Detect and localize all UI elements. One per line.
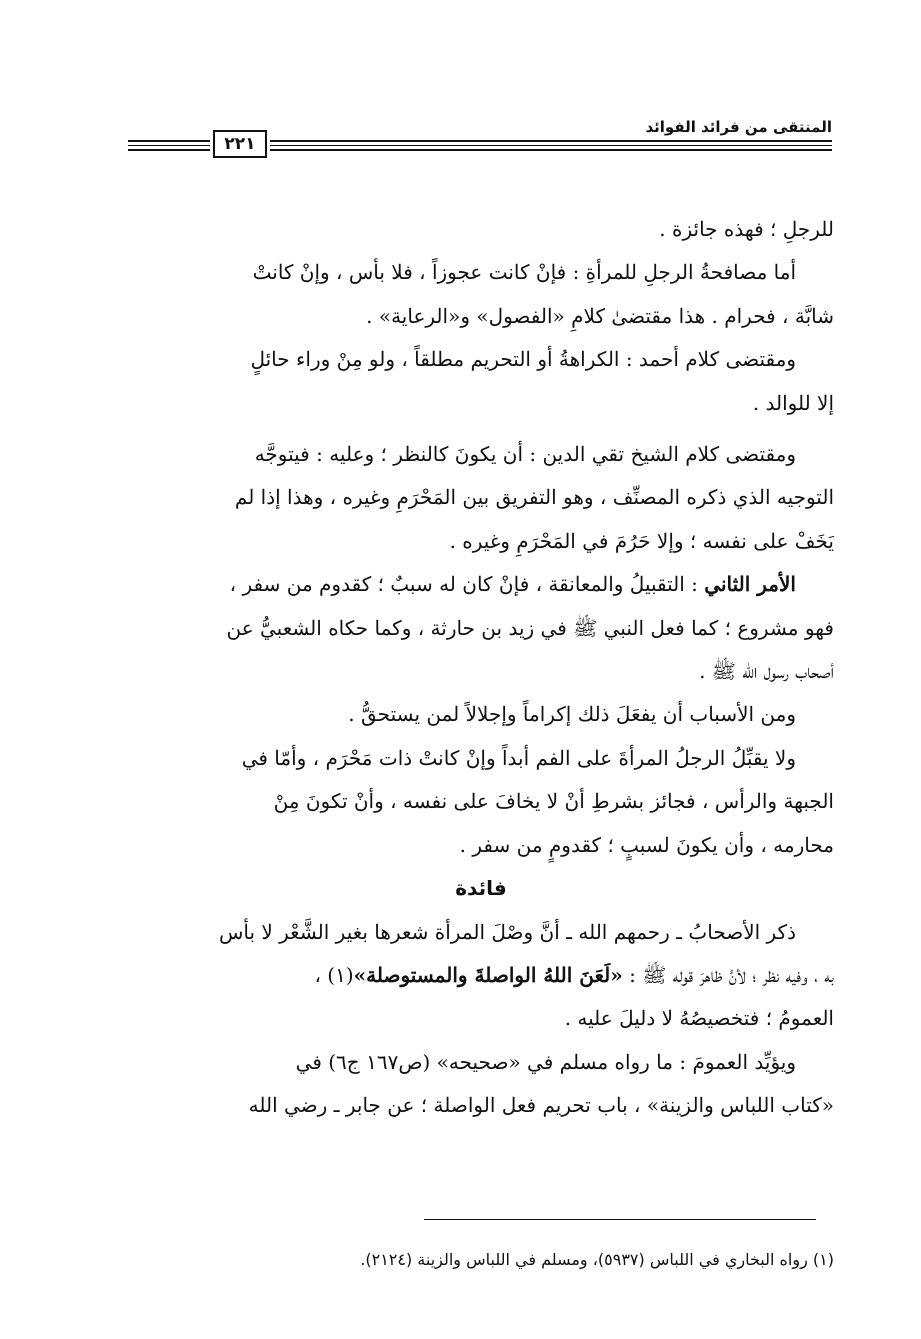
running-title: المنتقى من فرائد الفوائد xyxy=(645,118,832,136)
text-line: ومقتضى كلام الشيخ تقي الدين : أن يكونَ كالنظر ؛ وعليه : فيتوجَّه xyxy=(254,442,796,467)
page-number: ٢٢١ xyxy=(213,130,267,158)
text-line: ولا يقبِّلُ الرجلُ المرأةَ على الفم أبداً وإنْ كانتْ ذات مَحْرَم ، وأمّا في xyxy=(241,745,796,770)
text-line: أما مصافحةُ الرجلِ للمرأةِ : فإنْ كانت عجوزاً ، فلا بأس ، وإنْ كانتْ xyxy=(252,260,796,285)
footnote: (١) رواه البخاري في اللباس (٥٩٣٧)، ومسلم في اللباس والزينة (٢١٢٤). xyxy=(360,1250,834,1269)
text-span: : التقبيلُ والمعانقة ، فإنْ كان له سببٌ ؛ كقدوم من سفر ، xyxy=(229,572,698,597)
text-line: ذكر الأصحابُ ـ رحمهم الله ـ أنَّ وصْلَ المرأة شعرها بغير الشَّعْر لا بأس xyxy=(218,919,796,944)
text-line: ومن الأسباب أن يفعَلَ ذلك إكراماً وإجلالاً لمن يستحقُّ . xyxy=(348,702,796,727)
text-line: أصحاب رسول الله ﷺ . xyxy=(699,659,834,684)
page-header xyxy=(120,118,832,168)
footnote-ref: (١) ، xyxy=(314,962,354,987)
text-line: ومقتضى كلام أحمد : الكراهةُ أو التحريم مطلقاً ، ولو مِنْ وراء حائلٍ xyxy=(250,347,796,372)
text-line: الجبهة والرأس ، فجائز بشرطِ أنْ لا يخافَ على نفسه ، وأنْ تكونَ مِنْ xyxy=(273,789,834,814)
text-line: شابَّة ، فحرام . هذا مقتضىٰ كلامِ «الفصول» و«الرعاية» . xyxy=(366,303,834,328)
text-line: للرجلِ ؛ فهذه جائزة . xyxy=(659,217,834,241)
header-rule-right xyxy=(270,140,832,154)
text-line: إلا للوالد . xyxy=(752,390,834,415)
hadith-quote: «لَعَنَ اللهُ الواصلةَ والمستوصلة» xyxy=(353,962,623,987)
text-line xyxy=(128,563,834,606)
text-line: التوجيه الذي ذكره المصنِّف ، وهو التفريق بين المَحْرَمِ وغيره ، وهذا إذا لم xyxy=(234,485,834,510)
section-label: الأمر الثاني xyxy=(704,572,796,597)
text-line: العمومُ ؛ فتخصيصُهُ لا دليلَ عليه . xyxy=(564,1006,834,1031)
text-line: ويؤيِّد العمومَ : ما رواه مسلم في «صحيحه» (ص١٦٧ ج٦) في xyxy=(295,1049,796,1074)
text-line xyxy=(128,954,834,997)
text-line: فهو مشروع ؛ كما فعل النبي ﷺ في زيد بن حارثة ، وكما حكاه الشعبيُّ عن xyxy=(226,615,834,640)
text-line: محارمه ، وأن يكونَ لسببٍ ؛ كقدومٍ من سفر . xyxy=(459,832,834,857)
section-heading: فائدة xyxy=(455,876,507,901)
footnote-separator xyxy=(424,1219,816,1220)
text-line: «كتاب اللباس والزينة» ، باب تحريم فعل الواصلة ؛ عن جابر ـ رضي الله xyxy=(248,1093,834,1118)
text-span: به ، وفيه نظر ؛ لأنَّ ظاهرَ قوله ﷺ : xyxy=(629,962,834,987)
text-line: يَخَفْ على نفسه ؛ وإلا حَرُمَ في المَحْرَمِ وغيره . xyxy=(449,528,834,553)
main-text xyxy=(128,208,834,1128)
header-rule-left xyxy=(128,140,210,154)
